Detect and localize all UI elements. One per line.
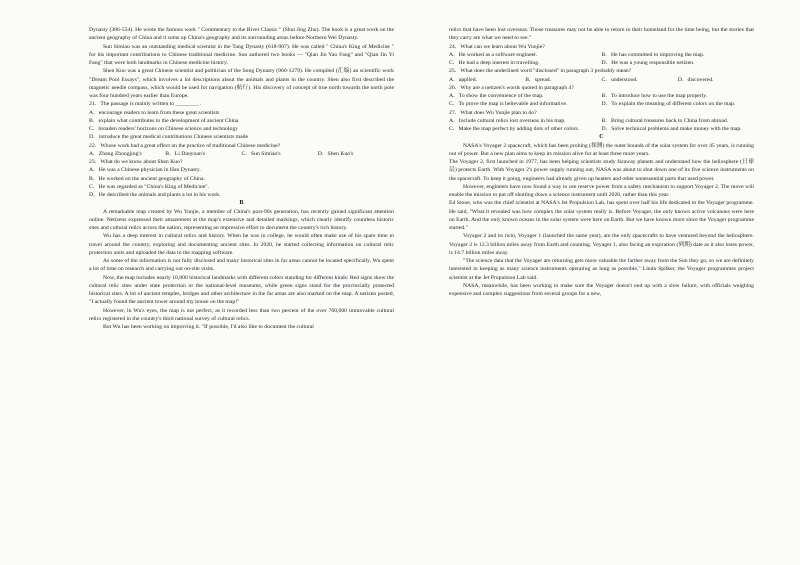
left-column: [89, 26, 394, 331]
options-row: [89, 150, 394, 158]
paragraph: A remarkable map created by Wu Yunjie, a member of China's post-90s generation, has recently gained significant attention online. Netizens expressed their amazement at the map's extensive and detailed markings, which clearly identify countless historic sites and cultural relics across the nation, representing an impressive effort to document the country's rich history.: [89, 208, 394, 231]
paragraph: Sun Simiao was an outstanding medical scientist in the Tang Dynasty (618-907). He was called " China's King of Medicine " for his important contributions to Chinese traditional medicine. Sun authored two books — "Qian Jin Yao Fang" and "Qian Jin Yi Fang" that were both landmarks in Chinese medicine history.: [89, 43, 394, 66]
paragraph: Voyager 2 and its twin, Voyager 1 (launched the same year), are the only spacecrafts to have ventured beyond the heliosphere. Voyager 2 is 12.3 billion miles away from Earth and counting. Voyager 1, also facing an expiration (到期) date as it also loses power, is 14.7 billion miles away.: [449, 233, 754, 256]
paragraph: Now, the map includes nearly 10,000 historical landmarks with different colors standing for different kinds: Red signs show the cultural relic sites under state protection or the national-level museums, while green signs stand for the provincially protected historical sites. A lot of ancient temples, bridges and other architecture in the far areas are also marked on the map. A netizen posted, "I actually found the ancient tower around my house on the map!": [89, 274, 394, 306]
option: D．He described the animals and plants a lot in his work.: [89, 192, 221, 198]
option: C．Make the map perfect by adding dots of other colors.: [449, 126, 580, 132]
paragraph: As some of the information is not fully disclosed and many historical sites in far areas cannot be located specifically, Wu spent a lot of time on research and carrying out on-site visits.: [89, 258, 394, 273]
option: C．understood.: [601, 76, 638, 83]
question-22: 22．Whose work had a great effect on the practice of traditional Chinese medicine?: [89, 142, 281, 149]
option: A．Include cultural relics lost overseas in his map.: [449, 117, 566, 124]
options-row: [449, 76, 754, 84]
paragraph: The Voyager 2, first launched in 1977, has been helping scientists study faraway planets and understand how the heliosphere (日球层) protects Earth. With Voyager 2's power supply running out, NASA was about to shut down one of its five science instruments on the spacecraft. To keep it going, engineers had already given up heaters and other nonessential parts that used power.: [449, 159, 754, 182]
option: A．Zhang Zhongjing's: [89, 150, 142, 157]
option: B．explain what contributes to the development of ancient China: [89, 117, 239, 124]
paragraph: Ed Stone, who was the chief scientist at NASA's Jet Propulsion Lab, has spent over half his life dedicated to the Voyager programme. He said, "What it revealed was how complex the solar system really is. Before Voyager, the only known active volcanoes were here on Earth. And the only known oceans in the solar system were here on Earth. But we have known more since the Voyager programme started.": [449, 200, 754, 231]
option: D．discovered.: [677, 76, 714, 83]
question-25: 25．What does the underlined word "disclosed" in paragraph 3 probably mean?: [449, 68, 632, 75]
option: D．Solve technical problems and make money with the map.: [601, 126, 742, 132]
option: B．He worked on the ancient geography of China.: [89, 175, 205, 182]
option: D．introduce the great medical contributions Chinese scientists made: [89, 134, 249, 141]
option: A．encourage readers to learn from these great scientists: [89, 109, 220, 116]
option: B．Li Daoyuan's: [165, 150, 205, 157]
options-row: [449, 117, 754, 134]
paragraph: Shen Kuo was a great Chinese scientist and politician of the Song Dynasty (960-1279). He compiled (汇编) an scientific work "Dream Pool Essays", which involves a lot descriptions about the animals and plants in the country. Shen also first described the magnetic needle compass, which would be used for navigation (航行). His discovery of concept of true north towards the north pole was four hundred years earlier than Europe.: [89, 68, 394, 99]
options-row: [449, 51, 754, 68]
option: D．To explain the meaning of different colors on the map.: [601, 101, 736, 108]
section-title-c: C: [599, 133, 604, 141]
option: C．broaden readers' horizons on Chinese science and technology: [89, 126, 239, 132]
option: C．To prove the map is believable and informative.: [449, 101, 568, 108]
question-24: 24．What can we learn about Wu Yunjie?: [449, 43, 545, 50]
question-27: 27．What does Wu Yunjie plan to do?: [449, 109, 537, 116]
question-23: 23．What do we know about Shen Kuo?: [89, 159, 183, 165]
right-column: [449, 26, 754, 298]
paragraph: relics that have been lost overseas. Those treasures may not be able to return to their homeland for the time being, but the stories that they carry are what we need to see.": [449, 27, 754, 42]
option: D．He was a young responsible netizen.: [601, 60, 695, 66]
section-title-b: B: [239, 199, 244, 207]
options-row: [449, 92, 754, 109]
option: C．He had a deep interest in travelling.: [449, 60, 540, 66]
paragraph: Wu has a deep interest in cultural relics and history. When he was in college, he would often make use of his spare time to travel around the country, exploring and documenting ancient sites. In 2020, he started collecting information on cultural relic protection units and uploaded the data to the mapping software.: [89, 233, 394, 256]
paragraph: However, in Wu's eyes, the map is not perfect, as it recorded less than two percent of the over 760,000 immovable cultural relics registered in the country's third national survey of cultural relics.: [89, 307, 394, 322]
paragraph: However, engineers have now found a way to use reserve power from a safety mechanism to support Voyager 2. The move will enable the mission to put off shutting down a science instrument until 2026, rather than this year.: [449, 183, 754, 198]
option: A．He worked as a software engineer.: [449, 51, 538, 58]
question-21: 21．The passage is mainly written to ________ .: [89, 101, 202, 108]
question-26: 26．Why are a netizen's words quoted in paragraph 4?: [449, 84, 574, 91]
option: C．Sun Simiao's: [241, 150, 281, 157]
paragraph: "The science data that the Voyager are returning gets more valuable the farther away from the Sun they go, so we are definitely interested in keeping as many science instruments operating as long as possible," Linda Spilker, the Voyager programmes project scientist at the Jet Propulsion Lab said.: [449, 258, 754, 281]
paragraph: NASA's Voyager 2 spacecraft, which has been probing (探测) the outer bounds of the solar system for over 45 years, is running out of power. But a new plan aims to keep its mission alive for at least three more years.: [449, 142, 754, 157]
paragraph: But Wu has been working on improving it. "If possible, I'd also like to document the cultural: [103, 324, 314, 330]
option: B．spread.: [525, 76, 551, 83]
option: D．Shen Kuo's: [317, 150, 354, 157]
paragraph: Dynasty (386-534). He wrote the famous work " Commentary to the River Classic " (Shui Jing Zhu). The book is a great work on the ancient geography of China and it sums up China's geography and its surrounding areas before Northern Wei Dynasty.: [89, 27, 394, 42]
option: A．To show the convenience of the map.: [449, 93, 544, 99]
option: A．He was a Chinese physician in Han Dynasty.: [89, 167, 201, 174]
paragraph: NASA, meanwhile, has been working to make sure the Voyager doesn't end up with a slow failure, with officials weighing expensive and complex suggestions from several groups for a new,: [449, 282, 754, 297]
option: B．He has committed to improving the map.: [601, 51, 705, 58]
option: B．To introduce how to use the map properly.: [601, 93, 708, 99]
option: C．He was regarded as "China's King of Medicine".: [89, 183, 210, 190]
option: B．Bring cultural treasures back to China from abroad.: [601, 117, 729, 124]
option: A．applied.: [449, 76, 477, 83]
